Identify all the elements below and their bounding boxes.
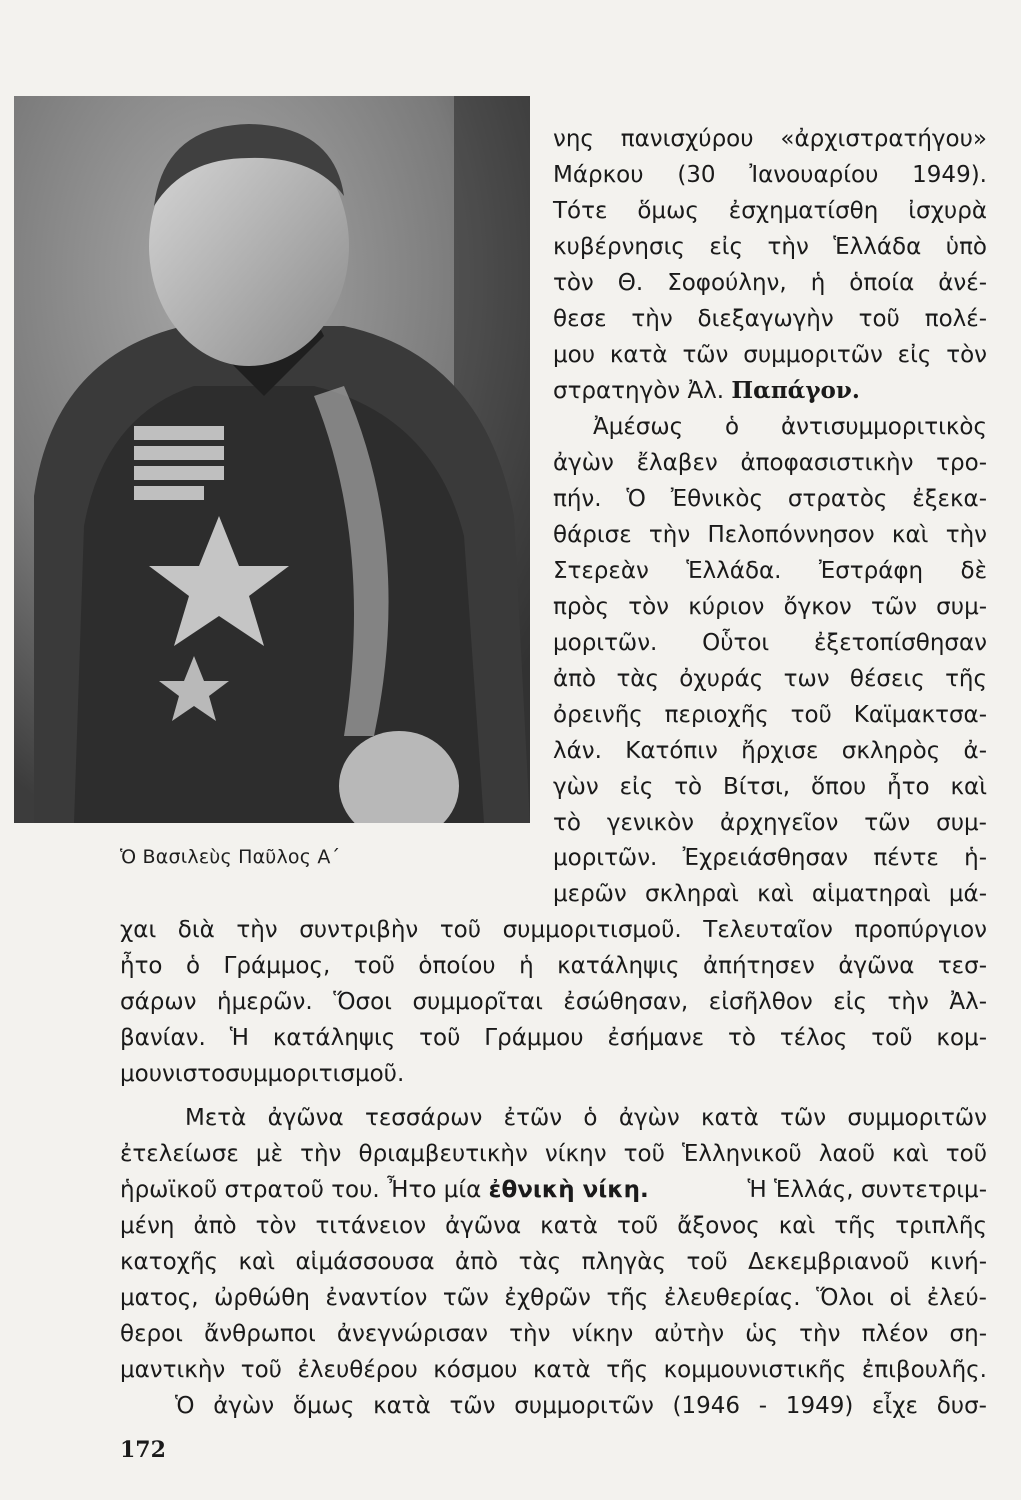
portrait-image (14, 96, 530, 823)
text-span (120, 1175, 649, 1205)
text-line: μοριτῶν. Οὗτοι ἐξετοπίσθησαν (553, 630, 987, 656)
text-line: ματος, ὠρθώθη ἐναντίον τῶν ἐχθρῶν τῆς ἐλευθερίας. Ὅλοι οἱ ἐλεύ- (120, 1285, 987, 1311)
text-line: λάν. Κατόπιν ἤρχισε σκληρὸς ἀ- (553, 738, 987, 764)
national-victory-emphasis: ἐθνικὴ νίκη. (488, 1177, 649, 1203)
text-line: σάρων ἡμερῶν. Ὅσοι συμμορῖται ἐσώθησαν, εἰσῆλθον εἰς τὴν Ἀλ- (120, 989, 987, 1015)
portrait-photo (14, 96, 530, 823)
text-span: ἡρωϊκοῦ στρατοῦ του. Ἦτο μία (120, 1177, 482, 1203)
text-line: ἦτο ὁ Γράμμος, τοῦ ὁποίου ἡ κατάληψις ἀπήτησεν ἀγῶνα τεσ- (120, 953, 987, 979)
text-line: νης πανισχύρου «ἀρχιστρατήγου» (553, 126, 987, 152)
text-line: ἀπὸ τὰς ὀχυράς των θέσεις τῆς (553, 666, 987, 692)
text-span: στρατηγὸν Ἀλ. (553, 378, 725, 404)
text-line: τὸ γενικὸν ἀρχηγεῖον τῶν συμ- (553, 810, 987, 836)
text-span: Ἡ Ἑλλάς, συντετριμ- (747, 1177, 987, 1203)
text-line: ἐτελείωσε μὲ τὴν θριαμβευτικὴν νίκην τοῦ Ἑλληνικοῦ λαοῦ καὶ τοῦ (120, 1141, 987, 1167)
text-line: μου κατὰ τῶν συμμοριτῶν εἰς τὸν (553, 342, 987, 368)
text-line: χαι διὰ τὴν συντριβὴν τοῦ συμμοριτισμοῦ. Τελευταῖον προπύργιον (120, 917, 987, 943)
text-line: ὀρεινῆς περιοχῆς τοῦ Καϊμακτσα- (553, 702, 987, 728)
text-line: Μετὰ ἀγῶνα τεσσάρων ἐτῶν ὁ ἀγὼν κατὰ τῶν συμμοριτῶν (185, 1105, 987, 1131)
text-line: βανίαν. Ἡ κατάληψις τοῦ Γράμμου ἐσήμανε τὸ τέλος τοῦ κομ- (120, 1025, 987, 1051)
text-line: μένη ἀπὸ τὸν τιτάνειον ἀγῶνα κατὰ τοῦ ἄξονος καὶ τῆς τριπλῆς (120, 1213, 987, 1239)
text-line: Ἀμέσως ὁ ἀντισυμμοριτικὸς (593, 414, 987, 440)
text-line (553, 376, 987, 406)
text-line: μερῶν σκληραὶ καὶ αἱματηραὶ μά- (553, 881, 987, 907)
text-line: Μάρκου (30 Ἰανουαρίου 1949). (553, 162, 987, 188)
photo-caption: Ὁ Βασιλεὺς Παῦλος Α΄ (120, 846, 341, 868)
text-line: ἀγὼν ἔλαβεν ἀποφασιστικὴν τρο- (553, 450, 987, 476)
page-number: 172 (120, 1437, 166, 1463)
text-line: κατοχῆς καὶ αἱμάσσουσα ἀπὸ τὰς πληγὰς τοῦ Δεκεμβριανοῦ κινή- (120, 1249, 987, 1275)
text-line (120, 1175, 987, 1205)
text-line: Στερεὰν Ἑλλάδα. Ἐστράφη δὲ (553, 558, 987, 584)
text-line: μοριτῶν. Ἐχρειάσθησαν πέντε ἡ- (553, 845, 987, 871)
papagos-name: Παπάγον. (731, 377, 860, 404)
text-line: θεροι ἄνθρωποι ἀνεγνώρισαν τὴν νίκην αὐτὴν ὡς τὴν πλέον ση- (120, 1321, 987, 1347)
text-line: γὼν εἰς τὸ Βίτσι, ὅπου ἦτο καὶ (553, 774, 987, 800)
text-line: κυβέρνησις εἰς τὴν Ἑλλάδα ὑπὸ (553, 234, 987, 260)
text-line: μαντικὴν τοῦ ἐλευθέρου κόσμου κατὰ τῆς κομμουνιστικῆς ἐπιβουλῆς. (120, 1357, 987, 1383)
text-line: μουνιστοσυμμοριτισμοῦ. (120, 1061, 405, 1087)
text-line: θάρισε τὴν Πελοπόννησον καὶ τὴν (553, 522, 987, 548)
text-line: Τότε ὅμως ἐσχηματίσθη ἰσχυρὰ (553, 198, 987, 224)
text-line: θεσε τὴν διεξαγωγὴν τοῦ πολέ- (553, 306, 987, 332)
text-line: πήν. Ὁ Ἐθνικὸς στρατὸς ἐξεκα- (553, 486, 987, 512)
text-line: πρὸς τὸν κύριον ὄγκον τῶν συμ- (553, 594, 987, 620)
text-line: Ὁ ἀγὼν ὅμως κατὰ τῶν συμμοριτῶν (1946 - 1949) εἶχε δυσ- (175, 1393, 987, 1419)
text-line: τὸν Θ. Σοφούλην, ἡ ὁποία ἀνέ- (553, 270, 987, 296)
